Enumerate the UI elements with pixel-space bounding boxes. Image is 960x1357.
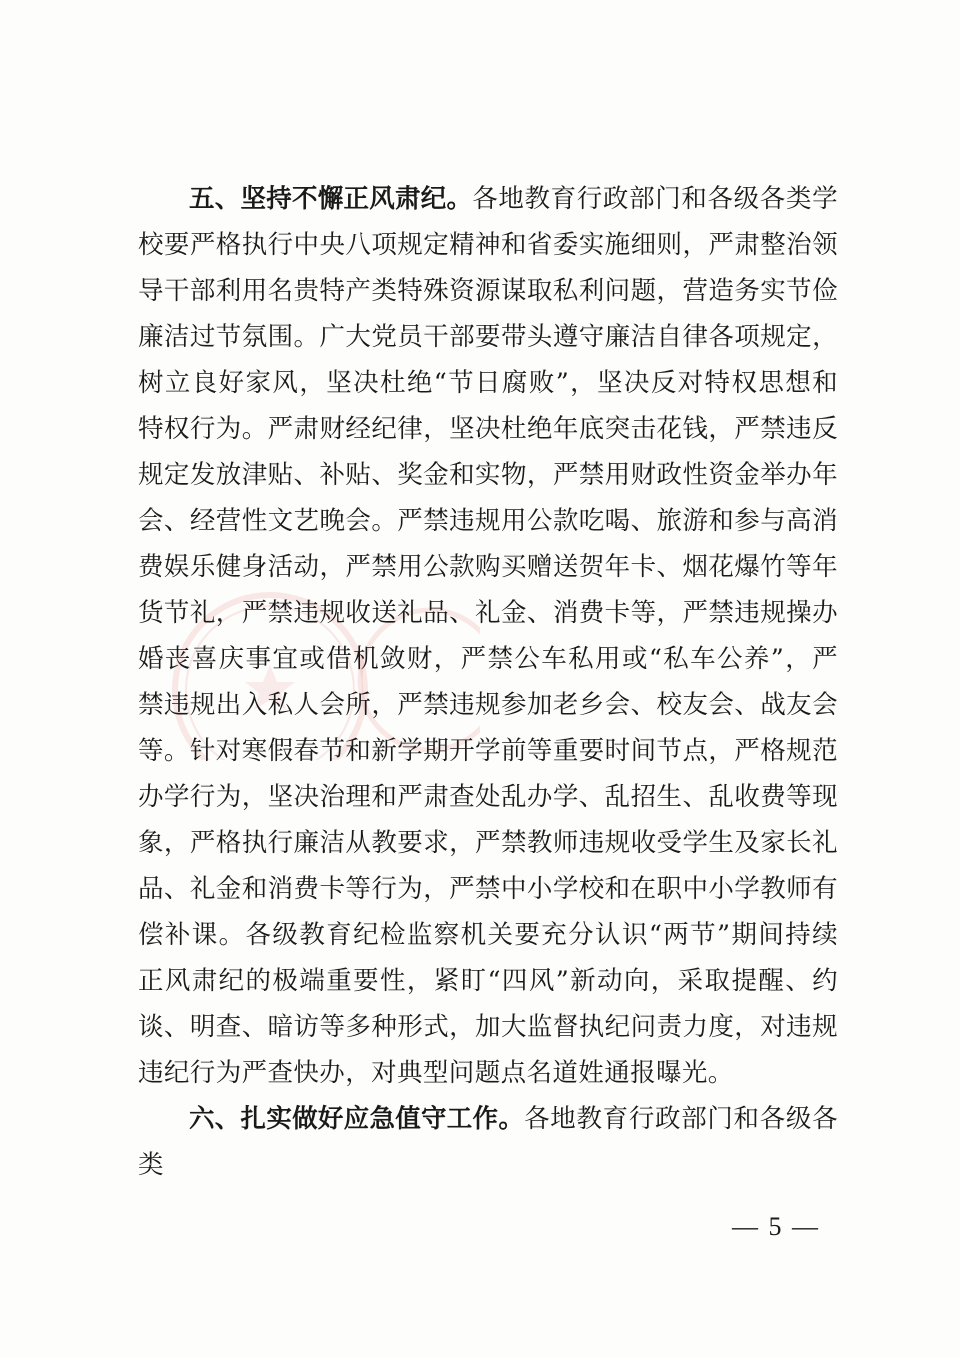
section-6-heading: 六、扎实做好应急值守工作。 <box>189 1104 525 1134</box>
section-6-paragraph <box>138 1096 838 1188</box>
document-body <box>138 176 838 1188</box>
section-5-text: 各地教育行政部门和各级各类学校要严格执行中央八项规定精神和省委实施细则，严肃整治领导干部利用名贵特产类特殊资源谋取私利问题，营造务实节俭廉洁过节氛围。广大党员干部要带头遵守廉洁自律各项规定，树立良好家风，坚决杜绝“节日腐败”，坚决反对特权思想和特权行为。严肃财经纪律，坚决杜绝年底突击花钱，严禁违反规定发放津贴、补贴、奖金和实物，严禁用财政性资金举办年会、经营性文艺晚会。严禁违规用公款吃喝、旅游和参与高消费娱乐健身活动，严禁用公款购买赠送贺年卡、烟花爆竹等年货节礼，严禁违规收送礼品、礼金、消费卡等，严禁违规操办婚丧喜庆事宜或借机敛财，严禁公车私用或“私车公养”，严禁违规出入私人会所，严禁违规参加老乡会、校友会、战友会等。针对寒假春节和新学期开学前等重要时间节点，严格规范办学行为，坚决治理和严肃查处乱办学、乱招生、乱收费等现象，严格执行廉洁从教要求，严禁教师违规收受学生及家长礼品、礼金和消费卡等行为，严禁中小学校和在职中小学教师有偿补课。各级教育纪检监察机关要充分认识“两节”期间持续正风肃纪的极端重要性，紧盯“四风”新动向，采取提醒、约谈、明查、暗访等多种形式，加大监督执纪问责力度，对违规违纪行为严查快办，对典型问题点名道姓通报曝光。 <box>138 184 838 1088</box>
section-5-heading: 五、坚持不懈正风肃纪。 <box>189 184 473 214</box>
section-5-paragraph <box>138 176 838 1096</box>
page-number: — 5 — <box>732 1212 820 1241</box>
section-6-text: 各地教育行政部门和各级各类 <box>138 1104 838 1180</box>
